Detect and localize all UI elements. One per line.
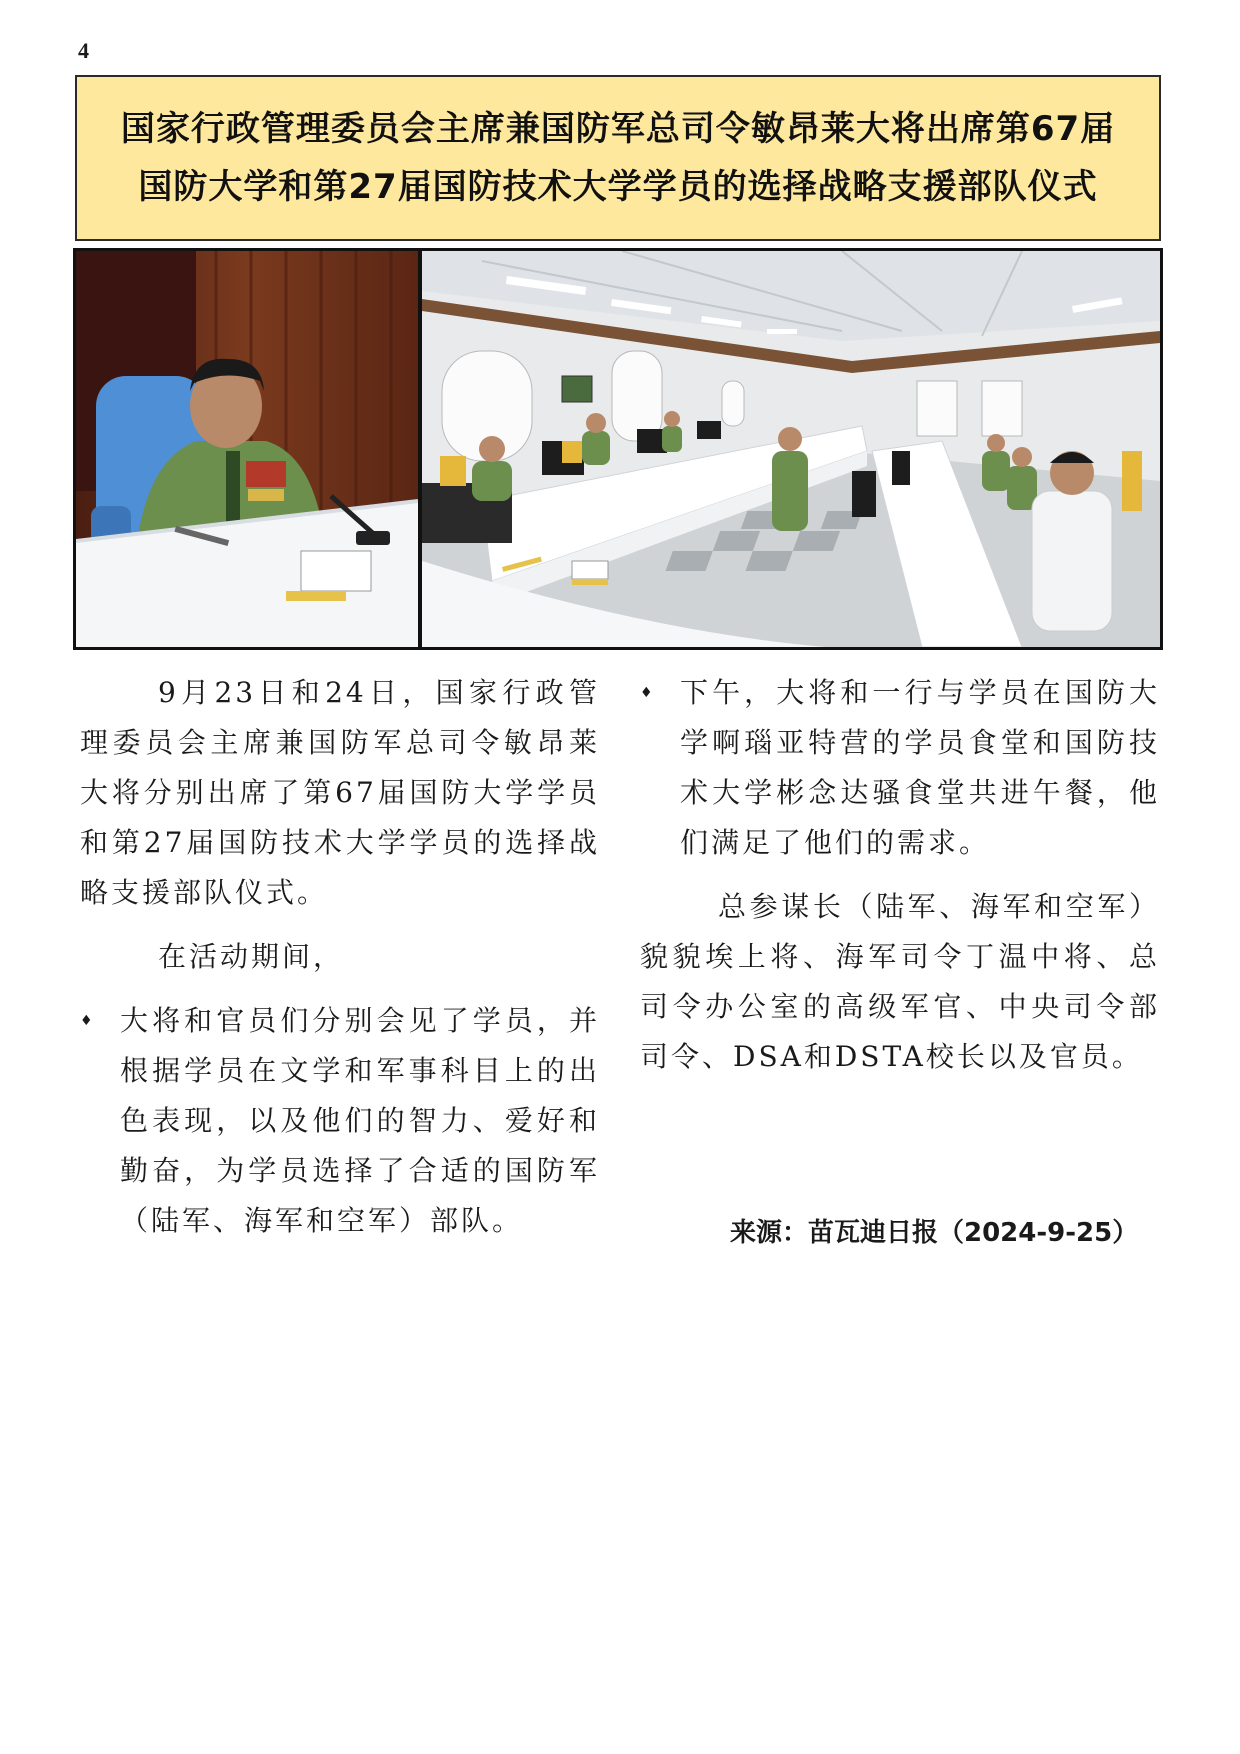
list-item-text: 下午，大将和一行与学员在国防大学啊瑙亚特营的学员食堂和国防技术大学彬念达骚食堂共进午餐，他们满足了他们的需求。 — [680, 676, 1160, 859]
article-right-column — [640, 668, 1160, 1082]
paragraph-intro: 9月23日和24日，国家行政管理委员会主席兼国防军总司令敏昂莱大将分别出席了第67届国防大学学员和第27届国防技术大学学员的选择战略支援部队仪式。 — [80, 676, 600, 909]
news-photo-frame — [73, 248, 1163, 650]
headline-line-2: 国防大学和第27届国防技术大学学员的选择战略支援部队仪式 — [138, 167, 1098, 207]
paragraph-activity-intro: 在活动期间， — [158, 940, 345, 973]
diamond-bullet-icon: ♦ — [80, 1013, 96, 1029]
paragraph-attendees: 总参谋长（陆军、海军和空军）貌貌埃上将、海军司令丁温中将、总司令办公室的高级军官、中央司令部司令、DSA和DSTA校长以及官员。 — [640, 890, 1160, 1073]
article-left-column — [80, 668, 600, 1246]
headline-box — [75, 75, 1161, 241]
list-item-text: 大将和官员们分别会见了学员，并根据学员在文学和军事科目上的出色表现，以及他们的智力、爱好和勤奋，为学员选择了合适的国防军（陆军、海军和空军）部队。 — [120, 1004, 600, 1237]
list-item-lunch — [640, 668, 1160, 868]
photo-meeting-hall — [422, 251, 1160, 647]
list-item-meeting — [80, 996, 600, 1246]
page-number: 4 — [78, 38, 89, 63]
source-credit: 来源：苗瓦迪日报（2024-9-25） — [730, 1218, 1139, 1248]
headline-line-1: 国家行政管理委员会主席兼国防军总司令敏昂莱大将出席第67届 — [120, 109, 1116, 149]
diamond-bullet-icon: ♦ — [640, 685, 656, 701]
photo-general-seated — [76, 251, 418, 647]
